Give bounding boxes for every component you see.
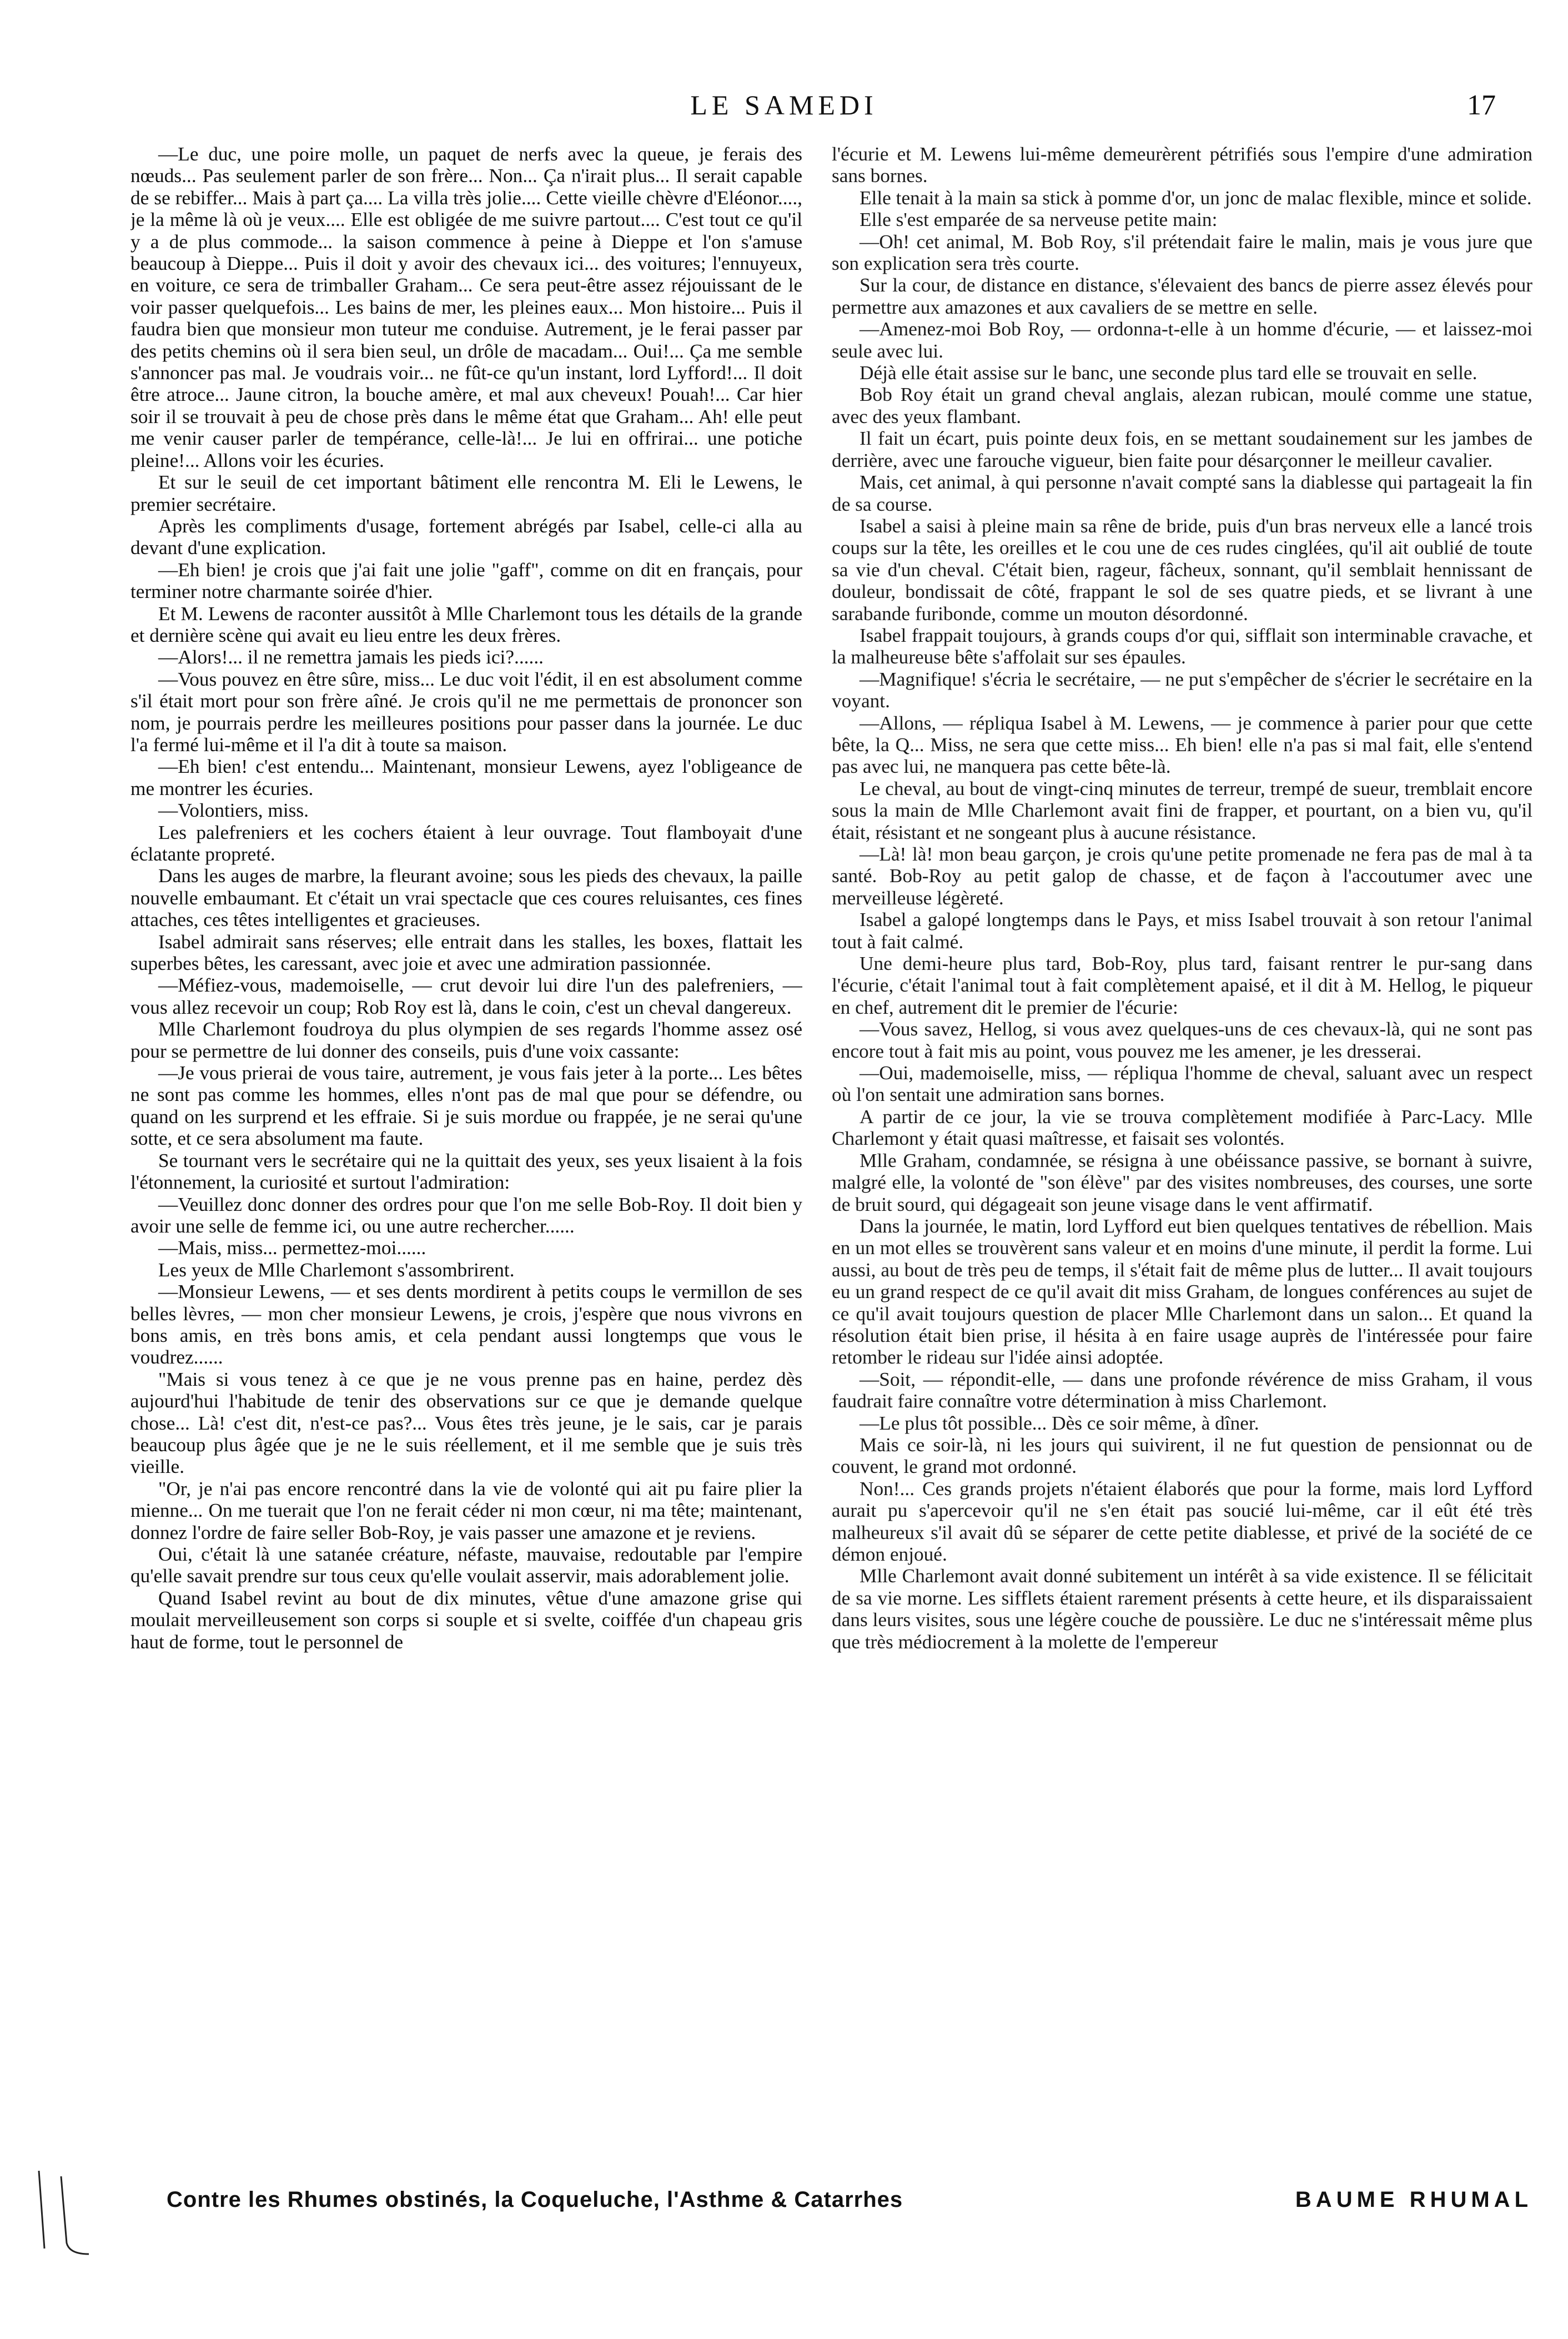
paragraph: —Le duc, une poire molle, un paquet de nerfs avec la queue, je ferais des nœuds... Pas seulement parler de son frère... Non... Ça n'irait plus... Il serait capable de se rebiffer... Mais à part ça.... La villa très jolie.... Cette vieille chèvre d'Eléonor...., je la même là où je veux.... Elle est obligée de me suivre partout.... C'est tout ce qu'il y a de plus commode... la saison commence à peine à Dieppe et l'on s'amuse beaucoup à Dieppe... Puis il doit y avoir des chevaux ici... des voitures; l'ennuyeux, en voiture, ce sera de trimballer Graham... Ce sera peut-être assez réjouissant de le voir passer quelquefois... Les bains de mer, les pleines eaux... Mon histoire... Puis il faudra bien que monsieur mon tuteur me conduise. Autrement, je le ferai passer par des petits chemins où il sera bien seul, un drôle de macadam... Oui!... Ça me semble s'annoncer pas mal. Je voudrais voir... ne fût-ce qu'un instant, lord Lyfford!... Il doit être atroce... Jaune citron, la bouche amère, et mal aux cheveux! Pouah!... Car hier soir il se trouvait à peu de chose près dans le même état que Graham... Ah! elle peut me venir causer parler de tempérance, celle-là!... Je lui en offrirai... une potiche pleine!... Allons voir les écuries. <box>130 143 802 471</box>
left-text-column <box>130 143 802 2186</box>
paragraph: Une demi-heure plus tard, Bob-Roy, plus tard, faisant rentrer le pur-sang dans l'écurie, c'était l'animal tout à fait complètement apaisé, et il dit à M. Hellog, le piqueur en chef, autrement dit le premier de l'écurie: <box>832 953 1532 1018</box>
paragraph: —Magnifique! s'écria le secrétaire, — ne put s'empêcher de s'écrier le secrétaire en la voyant. <box>832 668 1532 712</box>
paragraph: Mlle Charlemont foudroya du plus olympien de ses regards l'homme assez osé pour se permettre de lui donner des conseils, puis d'une voix cassante: <box>130 1018 802 1062</box>
paragraph: Non!... Ces grands projets n'étaient élaborés que pour la forme, mais lord Lyfford aurait pu s'apercevoir qu'il ne s'en était pas soucié lui-même, car il eût été très malheureux s'il avait dû se séparer de cette petite diablesse, et privé de la société de ce démon enjoué. <box>832 1477 1532 1565</box>
paragraph: A partir de ce jour, la vie se trouva complètement modifiée à Parc-Lacy. Mlle Charlemont y était quasi maîtresse, et faisait ses volontés. <box>832 1105 1532 1150</box>
paragraph: —Méfiez-vous, mademoiselle, — crut devoir lui dire l'un des palefreniers, — vous allez recevoir un coup; Rob Roy est là, dans le coin, c'est un cheval dangereux. <box>130 974 802 1018</box>
paragraph: Le cheval, au bout de vingt-cinq minutes de terreur, trempé de sueur, tremblait encore sous la main de Mlle Charlemont avait fini de frapper, et pourtant, on a bien vu, qu'il était, résistant et ne songeant plus à aucune résistance. <box>832 777 1532 843</box>
paragraph: Isabel a saisi à pleine main sa rêne de bride, puis d'un bras nerveux elle a lancé trois coups sur la tête, les oreilles et le cou une de ces rudes cinglées, qu'il ait oublié de toute sa vie d'un cheval. C'était bien, rageur, fâcheux, sonnant, qu'il semblait hennissant de douleur, bondissait de côté, frappant le sol de ses quatre pieds, et se livrant à une sarabande furibonde, comme un mouton désordonné. <box>832 515 1532 625</box>
paragraph: Déjà elle était assise sur le banc, une seconde plus tard elle se trouvait en selle. <box>860 362 1477 384</box>
paragraph: Après les compliments d'usage, fortement abrégés par Isabel, celle-ci alla au devant d'une explication. <box>130 515 802 559</box>
paragraph: Mais, cet animal, à qui personne n'avait compté sans la diablesse qui partageait la fin de sa course. <box>832 471 1532 515</box>
paragraph: Quand Isabel revint au bout de dix minutes, vêtue d'une amazone grise qui moulait merveilleusement son corps si souple et si svelte, coiffée d'un chapeau gris haut de forme, tout le personnel de <box>130 1587 802 1653</box>
paragraph: Se tournant vers le secrétaire qui ne la quittait des yeux, ses yeux lisaient à la fois l'étonnement, la curiosité et surtout l'admiration: <box>130 1149 802 1194</box>
paragraph: Et sur le seuil de cet important bâtiment elle rencontra M. Eli le Lewens, le premier secrétaire. <box>130 471 802 515</box>
page-header <box>0 83 1568 133</box>
paragraph: Mais ce soir-là, ni les jours qui suivirent, il ne fut question de pensionnat ou de couvent, le grand mot ordonné. <box>832 1433 1532 1478</box>
paragraph: Dans les auges de marbre, la fleurant avoine; sous les pieds des chevaux, la paille nouvelle embaumant. Et c'était un vrai spectacle que ces coures reluisantes, ces fines attaches, ces têtes intelligentes et gracieuses. <box>130 865 802 931</box>
paragraph: —Mais, miss... permettez-moi...... <box>158 1237 426 1259</box>
paragraph: Il fait un écart, puis pointe deux fois, en se mettant soudainement sur les jambes de derrière, avec une farouche vigueur, bien faite pour désarçonner le meilleur cavalier. <box>832 427 1532 471</box>
paragraph: Mlle Graham, condamnée, se résigna à une obéissance passive, se bornant à suivre, malgré elle, la volonté de "son élève" par des visites nombreuses, des courses, une sorte de bruit sourd, qui dégageait son jeune visage dans le vent affirmatif. <box>832 1149 1532 1215</box>
paragraph: l'écurie et M. Lewens lui-même demeurèrent pétrifiés sous l'empire d'une admiration sans bornes. <box>832 143 1532 187</box>
paragraph: —Eh bien! c'est entendu... Maintenant, monsieur Lewens, ayez l'obligeance de me montrer les écuries. <box>130 756 802 799</box>
paragraph: —Oh! cet animal, M. Bob Roy, s'il prétendait faire le malin, mais je vous jure que son explication sera très courte. <box>832 230 1532 275</box>
page-number: 17 <box>1467 89 1496 121</box>
paragraph: "Mais si vous tenez à ce que je ne vous prenne pas en haine, perdez dès aujourd'hui l'habitude de tenir des observations sur ce que je demande quelque chose... Là! c'est dit, n'est-ce pas?... Vous êtes très jeune, je le sais, car je parais beaucoup plus âgée que je ne le suis réellement, et il me semble que je suis très vieille. <box>130 1368 802 1478</box>
paragraph: Les yeux de Mlle Charlemont s'assombrirent. <box>158 1259 515 1281</box>
paragraph: —Vous pouvez en être sûre, miss... Le duc voit l'édit, il en est absolument comme s'il était mort pour son frère aîné. Je crois qu'il ne me permettais de prononcer son nom, je pourrais perdre les meilleures positions pour passer dans la journée. Le duc l'a fermé lui-même et il l'a dit à toute sa maison. <box>130 668 802 756</box>
paragraph: Isabel a galopé longtemps dans le Pays, et miss Isabel trouvait à son retour l'animal tout à fait calmé. <box>832 909 1532 953</box>
paragraph: —Le plus tôt possible... Dès ce soir même, à dîner. <box>860 1412 1259 1434</box>
paragraph: Les palefreniers et les cochers étaient à leur ouvrage. Tout flamboyait d'une éclatante propreté. <box>130 821 802 865</box>
paragraph: Elle tenait à la main sa stick à pomme d'or, un jonc de malac flexible, mince et solide. <box>860 187 1532 209</box>
paragraph: —Volontiers, miss. <box>158 799 309 822</box>
paragraph: Mlle Charlemont avait donné subitement un intérêt à sa vide existence. Il se félicitait de sa vie morne. Les sifflets étaient rarement présents à cette heure, et ils disparaissaient dans leurs visites, sous une légère couche de poussière. Le duc ne s'intéressait même plus que très médiocrement à la molette de l'empereur <box>832 1565 1532 1653</box>
paragraph: —Là! là! mon beau garçon, je crois qu'une petite promenade ne fera pas de mal à ta santé. Bob-Roy au petit galop de chasse, et de façon à l'accoutumer avec une merveilleuse légèreté. <box>832 843 1532 909</box>
margin-pen-stroke-mark <box>28 2165 139 2260</box>
paragraph: Dans la journée, le matin, lord Lyfford eut bien quelques tentatives de rébellion. Mais en un mot elles se trouvèrent sans valeur et en moins d'une minute, il perdit la forme. Lui aussi, au bout de très peu de temps, il s'était fait de même plus de lutter... Il avait toujours eu un grand respect de ce qu'il avait dit miss Graham, de longues conférences au sujet de ce qu'il avait toujours question de placer Mlle Charlemont dans un salon... Et quand la résolution était bien prise, il hésita à en faire usage auprès de l'intéressée pour faire retomber le rideau sur l'idée ainsi adoptée. <box>832 1215 1532 1369</box>
paragraph: —Alors!... il ne remettra jamais les pieds ici?...... <box>158 646 544 668</box>
paragraph: —Monsieur Lewens, — et ses dents mordirent à petits coups le vermillon de ses belles lèvres, — mon cher monsieur Lewens, je crois, j'espère que nous vivrons en bons amis, en très bons amis, et cela pendant aussi longtemps que vous le voudrez...... <box>130 1281 802 1369</box>
paragraph: —Soit, — répondit-elle, — dans une profonde révérence de miss Graham, il vous faudrait faire connaître votre détermination à miss Charlemont. <box>832 1368 1532 1412</box>
footer-brand-name: BAUME RHUMAL <box>1295 2187 1532 2212</box>
paragraph: "Or, je n'ai pas encore rencontré dans la vie de volonté qui ait pu faire plier la mienne... On me tuerait que l'on ne ferait céder ni mon cœur, ni ma tête; maintenant, donnez l'ordre de faire seller Bob-Roy, je vais passer une amazone et je reviens. <box>130 1477 802 1543</box>
paragraph: Sur la cour, de distance en distance, s'élevaient des bancs de pierre assez élevés pour permettre aux amazones et aux cavaliers de se mettre en selle. <box>832 274 1532 318</box>
advertisement-footer <box>167 2187 1532 2221</box>
paragraph: —Veuillez donc donner des ordres pour que l'on me selle Bob-Roy. Il doit bien y avoir une selle de femme ici, ou une autre rechercher...... <box>130 1193 802 1237</box>
paragraph: —Amenez-moi Bob Roy, — ordonna-t-elle à un homme d'écurie, — et laissez-moi seule avec lui. <box>832 318 1532 362</box>
paragraph: Elle s'est emparée de sa nerveuse petite main: <box>860 209 1218 231</box>
paragraph: Isabel admirait sans réserves; elle entrait dans les stalles, les boxes, flattait les superbes bêtes, les caressant, avec joie et avec une admiration passionnée. <box>130 930 802 975</box>
paragraph: —Oui, mademoiselle, miss, — répliqua l'homme de cheval, saluant avec un respect où l'on sentait une admiration sans bornes. <box>832 1062 1532 1106</box>
paragraph: Bob Roy était un grand cheval anglais, alezan rubican, moulé comme une statue, avec des yeux flambant. <box>832 384 1532 427</box>
paragraph: —Eh bien! je crois que j'ai fait une jolie "gaff", comme on dit en français, pour terminer notre charmante soirée d'hier. <box>130 559 802 603</box>
paragraph: Oui, c'était là une satanée créature, néfaste, mauvaise, redoutable par l'empire qu'elle savait prendre sur tous ceux qu'elle voulait asservir, mais adorablement jolie. <box>130 1543 802 1587</box>
footer-advert-text: Contre les Rhumes obstinés, la Coqueluche, l'Asthme & Catarrhes <box>167 2187 903 2212</box>
paragraph: Et M. Lewens de raconter aussitôt à Mlle Charlemont tous les détails de la grande et dernière scène qui avait eu lieu entre les deux frères. <box>130 602 802 646</box>
paragraph: Isabel frappait toujours, à grands coups d'or qui, sifflait son interminable cravache, et la malheureuse bête s'affolait sur ses épaules. <box>832 624 1532 668</box>
paragraph: —Je vous prierai de vous taire, autrement, je vous fais jeter à la porte... Les bêtes ne sont pas comme les hommes, elles n'ont pas de mal que pour se défendre, ou quand on les surprend et les effraie. Si je suis mordue ou frappée, je ne serai qu'une sotte, et ce sera absolument ma faute. <box>130 1062 802 1150</box>
paragraph: —Vous savez, Hellog, si vous avez quelques-uns de ces chevaux-là, qui ne sont pas encore tout à fait mis au point, vous pouvez me les amener, je les dresserai. <box>832 1018 1532 1062</box>
publication-title: LE SAMEDI <box>690 89 878 120</box>
right-text-column <box>832 143 1532 2153</box>
paragraph: —Allons, — répliqua Isabel à M. Lewens, — je commence à parier pour que cette bête, la Q... Miss, ne sera que cette miss... Eh bien! elle n'a pas si mal fait, elle s'entend pas avec lui, ne manquera pas cette bête-là. <box>832 712 1532 778</box>
